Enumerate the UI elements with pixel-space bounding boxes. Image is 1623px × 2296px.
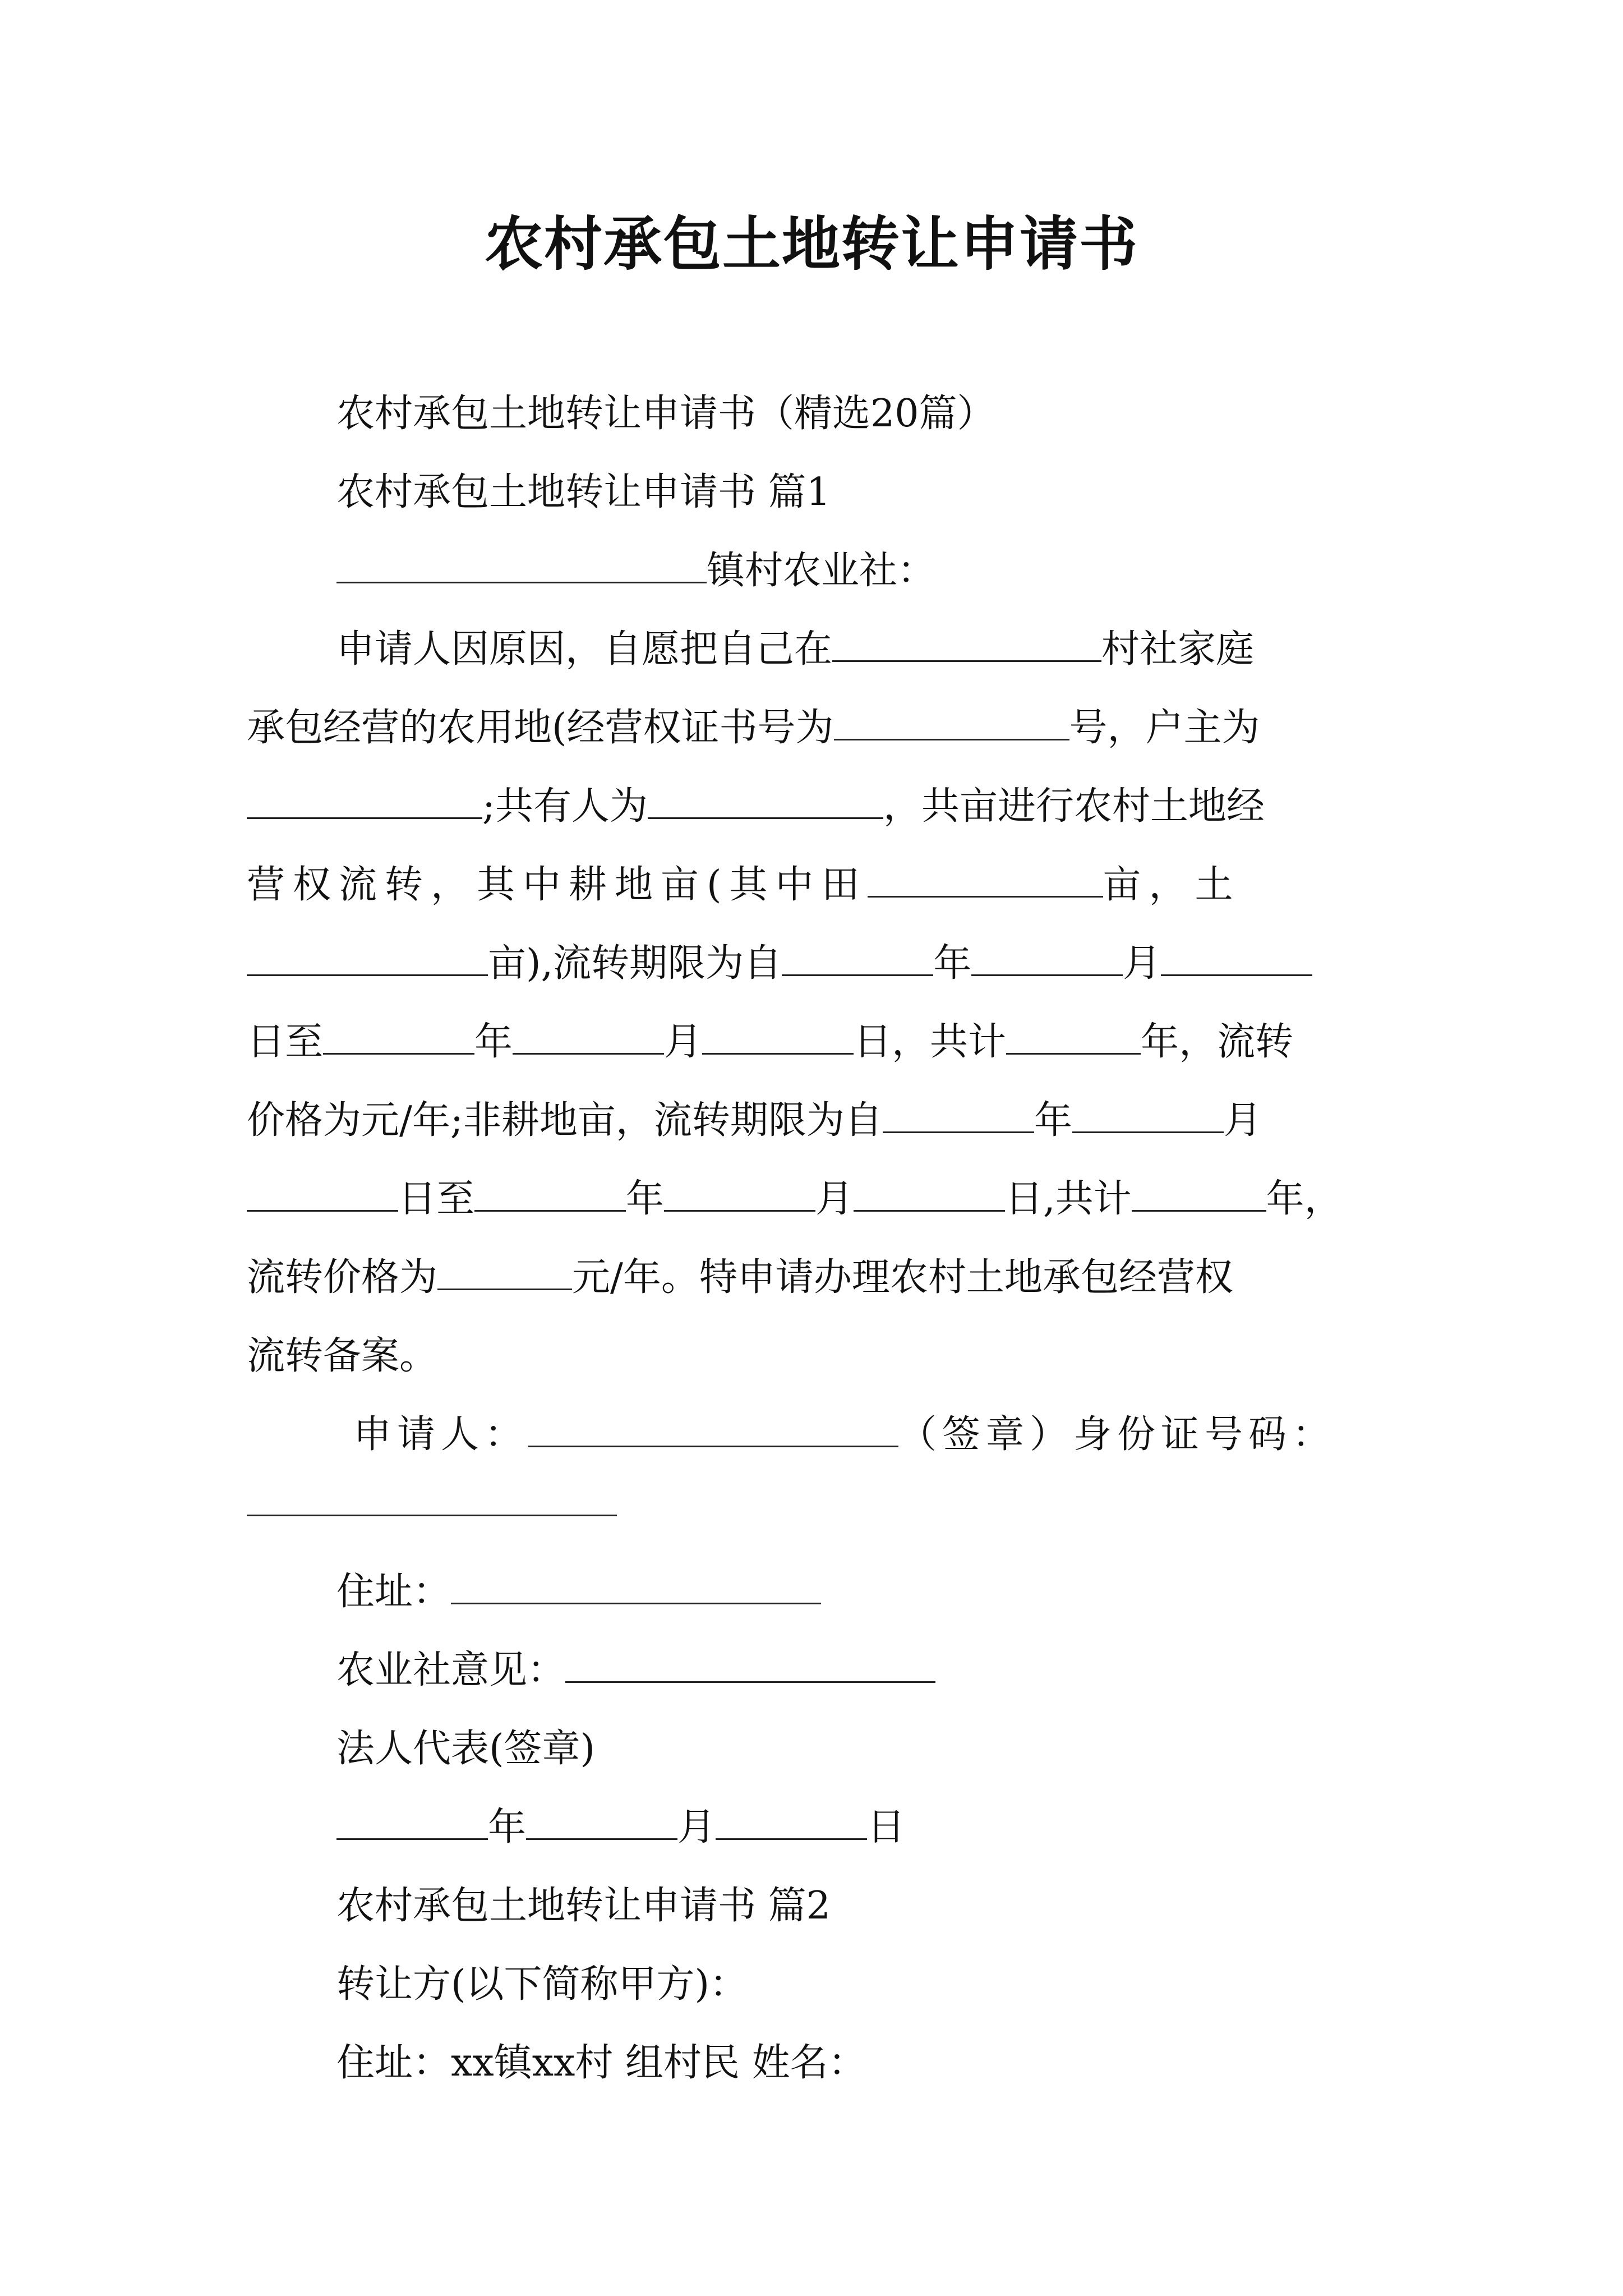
document-subtitle: 农村承包土地转让申请书（精选20篇） xyxy=(336,392,995,436)
coop-opinion-line xyxy=(336,1644,1481,1697)
transferor-address: 住址：xx镇xx村 组村民 姓名： xyxy=(336,2041,866,2085)
body-text: ，共亩进行农村土地经 xyxy=(883,784,1265,829)
blank-field xyxy=(323,1019,474,1055)
body-text: 号，户主为 xyxy=(1069,706,1260,750)
blank-field xyxy=(664,1176,815,1212)
blank-field xyxy=(513,1019,664,1055)
id-number-blank xyxy=(247,1515,617,1516)
blank-field xyxy=(648,784,883,819)
blank-field xyxy=(1072,1098,1224,1133)
applicant-label: 申请人： xyxy=(353,1412,529,1457)
addressee-suffix: 镇村农业社： xyxy=(707,549,936,593)
blank-field xyxy=(336,1805,488,1840)
addressee-line xyxy=(336,544,1481,598)
blank-field xyxy=(716,1805,867,1840)
blank-field xyxy=(451,1569,821,1604)
body-text: 承包经营的农用地(经营权证书号为 xyxy=(247,706,834,750)
body-text: 亩),流转期限为自 xyxy=(488,941,782,986)
body-text: 月 xyxy=(1223,1098,1262,1143)
body-text: 月 xyxy=(815,1177,854,1221)
body-text: 价格为元/年;非耕地亩，流转期限为自 xyxy=(247,1098,883,1143)
section1-heading: 农村承包土地转让申请书 篇1 xyxy=(336,470,831,514)
blank-field xyxy=(528,1412,898,1447)
body-line-4 xyxy=(247,858,1391,912)
blank-field xyxy=(565,1648,935,1683)
applicant-line xyxy=(353,1408,1391,1462)
body-line-1 xyxy=(336,623,1391,677)
body-text: 营权流转，其中耕地亩(其中田 xyxy=(247,863,868,907)
body-text: 日至 xyxy=(247,1020,324,1064)
body-line-5 xyxy=(247,937,1391,991)
transferor-label: 转让方(以下简称甲方)： xyxy=(336,1962,748,2007)
coop-opinion-label: 农业社意见： xyxy=(336,1648,566,1692)
address-line xyxy=(336,1565,1481,1619)
blank-field xyxy=(526,1805,677,1840)
body-text: 申请人因原因，自愿把自己在 xyxy=(336,627,833,671)
date-day-label: 日 xyxy=(867,1805,906,1849)
body-text: 年 xyxy=(626,1177,665,1221)
body-line-8 xyxy=(247,1172,1391,1226)
blank-field xyxy=(782,941,933,976)
date-line xyxy=(336,1801,1481,1855)
body-text: ;共有人为 xyxy=(482,784,648,829)
body-text: 日，共计 xyxy=(854,1020,1007,1064)
body-text: 月 xyxy=(664,1020,703,1064)
blank-field xyxy=(854,1176,1005,1212)
body-line-6 xyxy=(247,1015,1391,1069)
blank-field xyxy=(868,862,1103,898)
blank-field xyxy=(247,941,488,976)
blank-field xyxy=(1161,941,1312,976)
section2-heading: 农村承包土地转让申请书 篇2 xyxy=(336,1884,831,1928)
body-text: 年， xyxy=(1266,1177,1343,1221)
blank-field xyxy=(437,1255,572,1290)
blank-field xyxy=(883,1098,1034,1133)
blank-field xyxy=(834,705,1069,740)
body-text: 村社家庭 xyxy=(1101,627,1255,671)
blank-field xyxy=(474,1176,626,1212)
body-text: 流转价格为 xyxy=(247,1255,438,1300)
blank-field xyxy=(336,548,707,583)
body-text: 日至 xyxy=(398,1177,475,1221)
blank-field xyxy=(247,1176,398,1212)
body-text: 年 xyxy=(474,1020,513,1064)
blank-field xyxy=(832,627,1101,662)
body-line-3 xyxy=(247,780,1391,834)
blank-field xyxy=(971,941,1123,976)
body-line-9 xyxy=(247,1251,1391,1305)
address-label: 住址： xyxy=(336,1570,451,1614)
body-text: 亩，土 xyxy=(1103,863,1241,907)
body-text: 月 xyxy=(1123,941,1161,986)
body-line-7 xyxy=(247,1094,1391,1148)
blank-field xyxy=(247,784,482,819)
body-text: 年 xyxy=(933,941,972,986)
legal-rep-line: 法人代表(签章) xyxy=(336,1727,596,1771)
body-text: 元/年。特申请办理农村土地承包经营权 xyxy=(572,1255,1233,1300)
blank-field xyxy=(702,1019,854,1055)
blank-field xyxy=(1132,1176,1266,1212)
body-text: 日,共计 xyxy=(1005,1177,1132,1221)
seal-id-label: （签章）身份证号码： xyxy=(898,1412,1336,1457)
document-title: 农村承包土地转让申请书 xyxy=(484,209,1138,278)
body-text: 年 xyxy=(1034,1098,1072,1143)
body-line-10: 流转备案。 xyxy=(247,1334,438,1378)
date-year-label: 年 xyxy=(488,1805,527,1849)
body-line-2 xyxy=(247,701,1391,755)
body-text: 年，流转 xyxy=(1141,1020,1294,1064)
blank-field xyxy=(1006,1019,1141,1055)
date-month-label: 月 xyxy=(677,1805,716,1849)
